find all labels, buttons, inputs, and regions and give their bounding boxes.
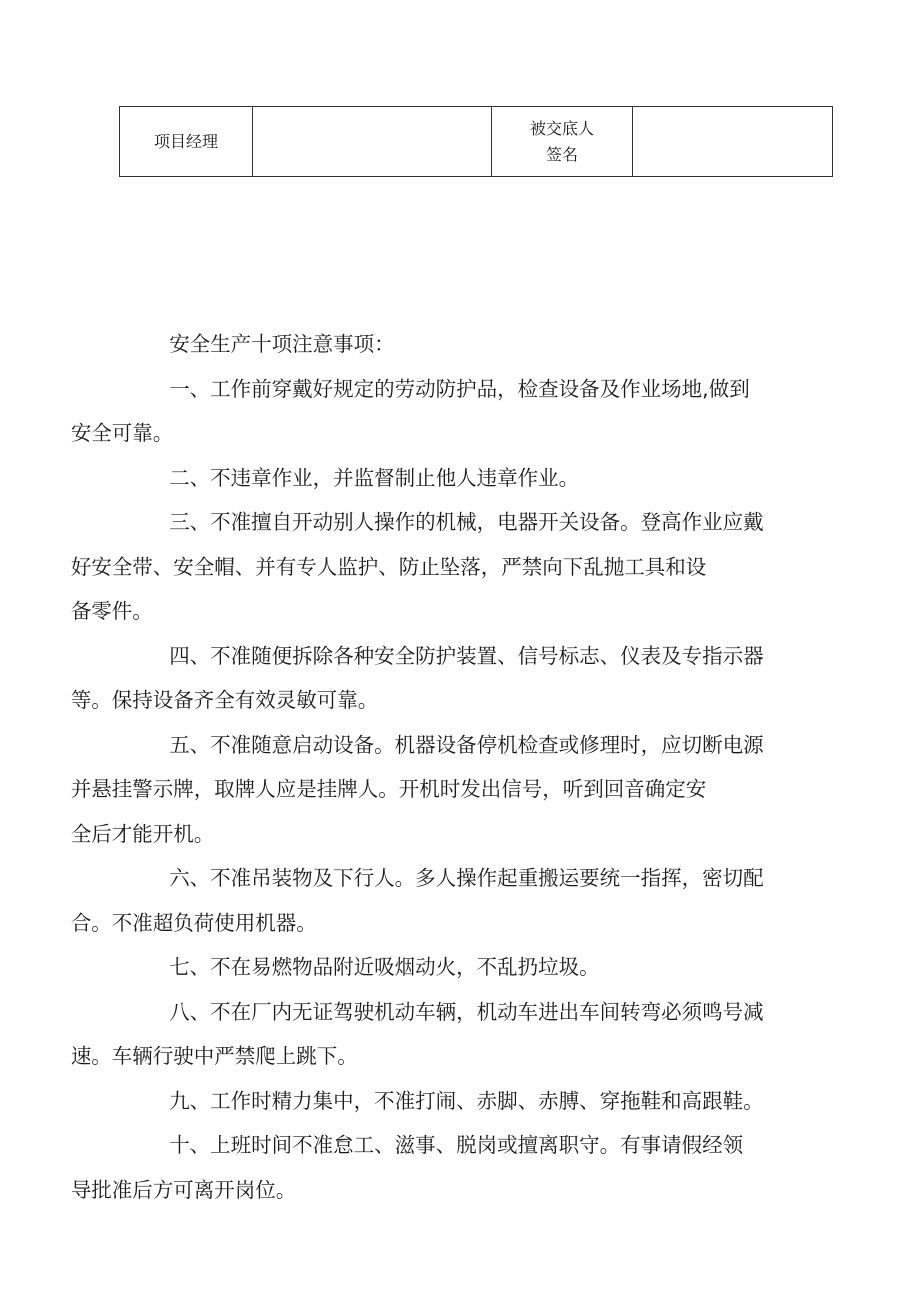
notice-title: 安全生产十项注意事项：: [169, 332, 395, 356]
notice-item: [120, 456, 840, 501]
project-manager-signature-cell[interactable]: [253, 107, 492, 177]
notice-item: [120, 1079, 840, 1124]
notice-item: [70, 723, 840, 857]
notice-item-line: 安全可靠。: [70, 421, 174, 445]
notice-item-line: 导批准后方可离开岗位。: [70, 1177, 297, 1202]
notice-item: [70, 990, 840, 1079]
recipient-signature-label: [492, 107, 633, 177]
notice-item-line: 三、不准擅自开动别人操作的机械，电器开关设备。登高作业应戴: [169, 510, 764, 534]
notice-item-line: 四、不准随便拆除各种安全防护装置、信号标志、仪表及专指示器: [169, 643, 764, 668]
notice-item-line: 五、不准随意启动设备。机器设备停机检查或修理时，应切断电源: [169, 732, 764, 757]
notice-item-line: 备零件。: [70, 599, 153, 623]
signature-table: [119, 106, 833, 177]
notice-items: [70, 367, 840, 1213]
notice-item: [70, 634, 840, 723]
notice-item-line: 一、工作前穿戴好规定的劳动防护品，检查设备及作业场地,做到: [169, 376, 750, 401]
notice-item-line: 好安全带、安全帽、并有专人监护、防止坠落，严禁向下乱抛工具和设: [70, 554, 707, 579]
recipient-label-line1: 被交底人: [529, 118, 594, 138]
notice-item-line: 速。车辆行驶中严禁爬上跳下。: [70, 1044, 358, 1068]
notice-item: [70, 367, 840, 456]
safety-notice: [70, 322, 840, 1212]
notice-item-line: 九、工作时精力集中，不准打闹、赤脚、赤膊、穿拖鞋和高跟鞋。: [169, 1088, 764, 1113]
notice-item-line: 二、不违章作业，并监督制止他人违章作业。: [169, 465, 580, 490]
notice-item: [120, 945, 840, 990]
notice-item-line: 等。保持设备齐全有效灵敏可靠。: [70, 688, 379, 712]
notice-item-line: 并悬挂警示牌，取牌人应是挂牌人。开机时发出信号，听到回音确定安: [70, 777, 707, 801]
notice-item-line: 六、不准吊装物及下行人。多人操作起重搬运要统一指挥，密切配: [169, 866, 764, 890]
notice-item-line: 十、上班时间不准怠工、滋事、脱岗或擅离职守。有事请假经领: [169, 1133, 744, 1157]
project-manager-label: 项目经理: [120, 107, 253, 177]
notice-item-line: 七、不在易燃物品附近吸烟动火，不乱扔垃圾。: [169, 955, 600, 979]
signature-row: [120, 107, 833, 177]
notice-item: [70, 500, 840, 634]
notice-item: [70, 856, 840, 945]
recipient-label-line2: 签名: [545, 144, 578, 164]
notice-item-line: 合。不准超负荷使用机器。: [70, 910, 317, 935]
notice-item: [70, 1123, 840, 1212]
notice-item-line: 全后才能开机。: [70, 821, 215, 846]
recipient-signature-cell[interactable]: [633, 107, 833, 177]
notice-item-line: 八、不在厂内无证驾驶机动车辆，机动车进出车间转弯必须鸣号减: [169, 999, 764, 1024]
